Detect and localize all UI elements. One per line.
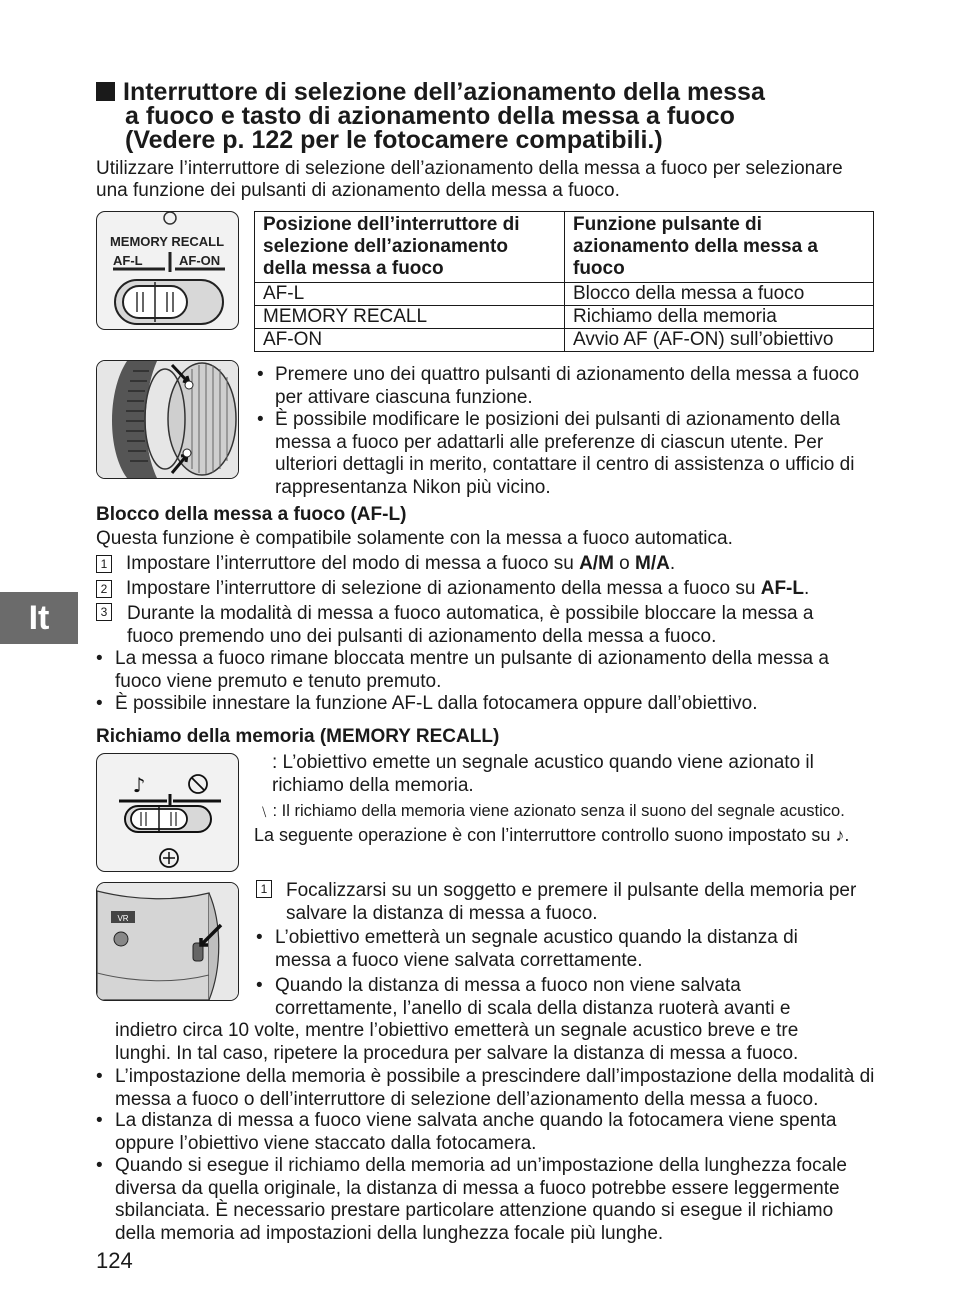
page-number: 124	[96, 1248, 133, 1273]
list-item: • L’impostazione della memoria è possibile a prescindere dall’impostazione della modalità di messa a fuoco o dell’interruttore di selezione dell’azionamento della messa a fuoco.	[96, 1066, 875, 1110]
function-table	[254, 211, 874, 352]
table-cell: Blocco della messa a fuoco	[565, 283, 874, 306]
table-header-cell: Posizione dell’interruttore di selezione dell’azionamento della messa a fuoco	[255, 212, 565, 283]
sound-switch-illustration	[96, 753, 239, 872]
afl-step-1: 1 Impostare l’interruttore del modo di messa a fuoco su A/M o M/A.	[96, 553, 886, 576]
sound-off-symbol-icon: ﹨	[256, 802, 273, 820]
table-cell: MEMORY RECALL	[255, 306, 565, 329]
list-item: • È possibile modificare le posizioni dei pulsanti di azionamento della messa a fuoco per adattarli alle preferenze di ciascun utente. Per ulteriori dettagli in merito, contattare il centro di assistenza o ufficio di rappresentanza Nikon più vicino.	[257, 409, 855, 498]
sound-setting-note: La seguente operazione è con l’interruttore controllo suono impostato su ♪.	[254, 825, 850, 845]
step-number-icon: 2	[96, 580, 112, 598]
square-bullet-icon	[96, 82, 115, 101]
lens-focus-buttons-illustration	[96, 360, 239, 479]
list-item: • Quando la distanza di messa a fuoco non viene salvata correttamente, l’anello di scala della distanza ruoterà avanti e	[256, 975, 791, 1019]
list-item: • La messa a fuoco rimane bloccata mentre un pulsante di azionamento della messa a fuoco viene premuto e tenuto premuto.	[96, 648, 829, 692]
afl-step-3: 3 Durante la modalità di messa a fuoco automatica, è possibile bloccare la messa a fuoco premendo uno dei pulsanti di azionamento della messa a fuoco.	[96, 603, 856, 648]
table-cell: Avvio AF (AF-ON) sull’obiettivo	[565, 329, 874, 352]
step-number-icon: 1	[96, 555, 112, 573]
afl-step-2: 2 Impostare l’interruttore di selezione di azionamento della messa a fuoco su AF-L.	[96, 578, 886, 601]
memory-button-illustration	[96, 882, 239, 1001]
intro-text: Utilizzare l’interruttore di selezione dell’azionamento della messa a fuoco per selezionare una funzione dei pulsanti di azionamento della messa a fuoco.	[96, 158, 843, 201]
music-note-icon: ♪	[835, 825, 845, 845]
memory-recall-label: MEMORY RECALL	[109, 234, 225, 249]
memory-button-diagram	[97, 883, 238, 1000]
list-item: • L’obiettivo emetterà un segnale acustico quando la distanza di messa a fuoco viene salvata correttamente.	[256, 927, 798, 971]
sound-on-description: : L’obiettivo emette un segnale acustico quando viene azionato il richiamo della memoria.	[272, 752, 814, 796]
list-item-continued: indietro circa 10 volte, mentre l’obiettivo emetterà un segnale acustico breve e tre lunghi. In tal caso, ripetere la procedura per salvare la distanza di messa a fuoco.	[115, 1020, 799, 1064]
lens-diagram	[97, 361, 238, 478]
memory-heading: Richiamo della memoria (MEMORY RECALL)	[96, 726, 500, 747]
table-header-row	[255, 212, 874, 283]
table-row	[255, 306, 874, 329]
sound-on-icon: ♪	[132, 773, 146, 797]
table-header-cell: Funzione pulsante di azionamento della messa a fuoco	[565, 212, 874, 283]
sound-switch-diagram	[97, 754, 238, 871]
afl-heading: Blocco della messa a fuoco (AF-L)	[96, 504, 407, 525]
switch-diagram	[97, 212, 238, 329]
sound-off-description: ﹨: Il richiamo della memoria viene azionato senza il suono del segnale acustico.	[256, 802, 845, 820]
table-cell: Richiamo della memoria	[565, 306, 874, 329]
af-on-label: AF-ON	[179, 253, 221, 268]
section-title: Interruttore di selezione dell’azionamento della messa a fuoco e tasto di azionamento della messa a fuoco (Vedere p. 122 per le fotocamere compatibili.)	[96, 80, 896, 152]
list-item: • Quando si esegue il richiamo della memoria ad un’impostazione della lunghezza focale diversa da quella originale, la distanza di messa a fuoco potrebbe essere leggermente sbilanciata. È necessario prestare particolare attenzione quando si esegue il richiamo della memoria ad impostazioni della lunghezza focale più lunghe.	[96, 1155, 847, 1244]
table-cell: AF-ON	[255, 329, 565, 352]
list-item: • Premere uno dei quattro pulsanti di azionamento della messa a fuoco per attivare ciascuna funzione.	[257, 364, 860, 408]
vr-label: VR	[117, 914, 129, 923]
step-number-icon: 1	[256, 880, 272, 898]
list-item: • La distanza di messa a fuoco viene salvata anche quando la fotocamera viene spenta oppure l’obiettivo viene staccato dalla fotocamera.	[96, 1110, 837, 1154]
table-row	[255, 329, 874, 352]
focus-switch-illustration	[96, 211, 239, 330]
afl-intro: Questa funzione è compatibile solamente con la messa a fuoco automatica.	[96, 528, 733, 549]
language-tab: It	[0, 592, 78, 644]
af-l-label: AF-L	[113, 253, 143, 268]
list-item: • È possibile innestare la funzione AF-L dalla fotocamera oppure dall’obiettivo.	[96, 693, 758, 714]
table-row	[255, 283, 874, 306]
memory-step-1: 1 Focalizzarsi su un soggetto e premere il pulsante della memoria per salvare la distanza di messa a fuoco.	[256, 880, 876, 925]
table-cell: AF-L	[255, 283, 565, 306]
step-number-icon: 3	[96, 603, 112, 621]
